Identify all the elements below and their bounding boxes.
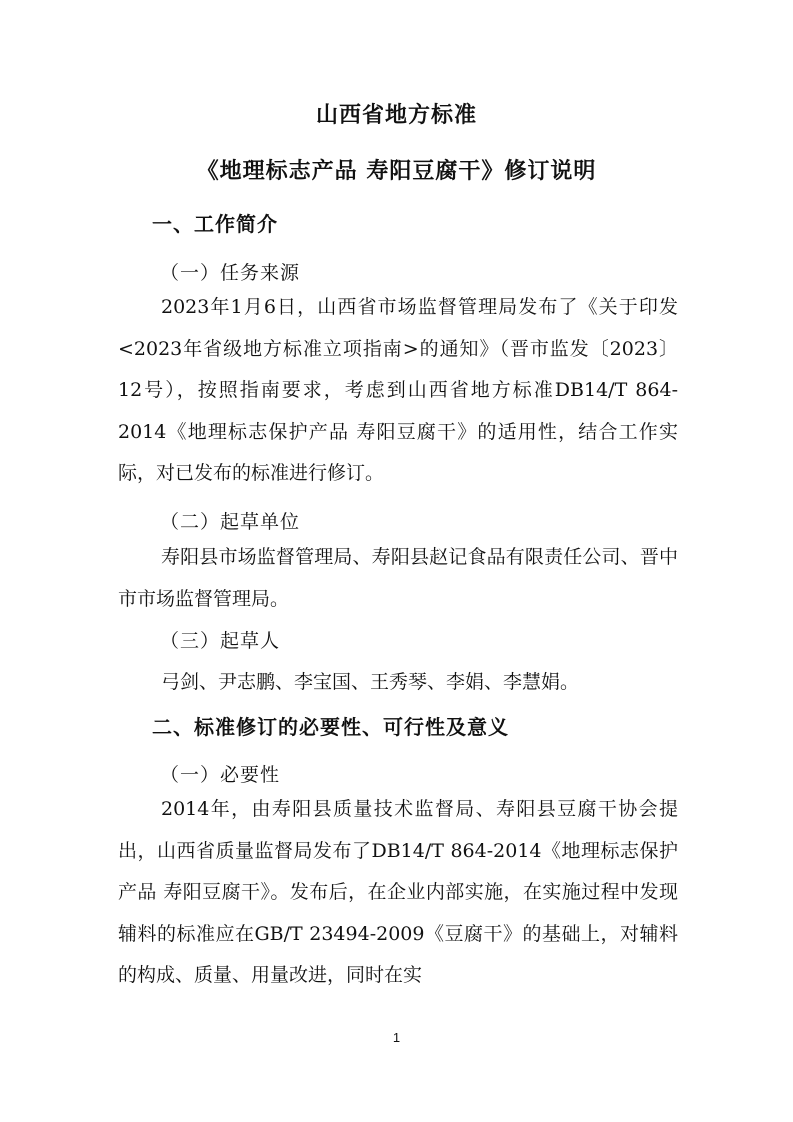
subsection-heading-drafting-unit: （二）起草单位 xyxy=(160,511,301,533)
section-heading-1: 一、工作简介 xyxy=(152,212,278,236)
paragraph-drafting-unit xyxy=(118,537,678,620)
subsection-heading-drafters: （三）起草人 xyxy=(160,630,281,652)
page-number: 1 xyxy=(392,1030,401,1045)
paragraph-task-source xyxy=(118,287,678,495)
paragraph-drafters xyxy=(118,662,678,704)
subsection-heading-task-source: （一）任务来源 xyxy=(160,262,301,284)
document-title-line1: 山西省地方标准 xyxy=(315,103,477,128)
section-heading-2: 二、标准修订的必要性、可行性及意义 xyxy=(152,715,509,739)
paragraph-drafting-unit-text: 寿阳县市场监督管理局、寿阳县赵记食品有限责任公司、晋中市市场监督管理局。 xyxy=(118,546,678,610)
subsection-heading-necessity: （一）必要性 xyxy=(160,764,281,786)
paragraph-task-source-text: 2023年1月6日，山西省市场监督管理局发布了《关于印发<2023年省级地方标准立项指南>的通知》（晋市监发〔2023〕12号），按照指南要求，考虑到山西省地方标准DB14/T 864-2014《地理标志保护产品 寿阳豆腐干》的适用性，结合工作实际，对已发布的标准进行修订。 xyxy=(118,296,678,484)
paragraph-necessity xyxy=(118,789,678,997)
paragraph-drafters-text: 弓剑、尹志鹏、李宝国、王秀琴、李娟、李慧娟。 xyxy=(161,671,580,693)
document-title-line2: 《地理标志产品 寿阳豆腐干》修订说明 xyxy=(196,159,597,184)
paragraph-necessity-text: 2014年，由寿阳县质量技术监督局、寿阳县豆腐干协会提出，山西省质量监督局发布了DB14/T 864-2014《地理标志保护产品 寿阳豆腐干》。发布后，在企业内部实施，在实施过程中发现辅料的标准应在GB/T 23494-2009《豆腐干》的基础上，对辅料的构成、质量、用量改进，同时在实 xyxy=(118,798,678,986)
